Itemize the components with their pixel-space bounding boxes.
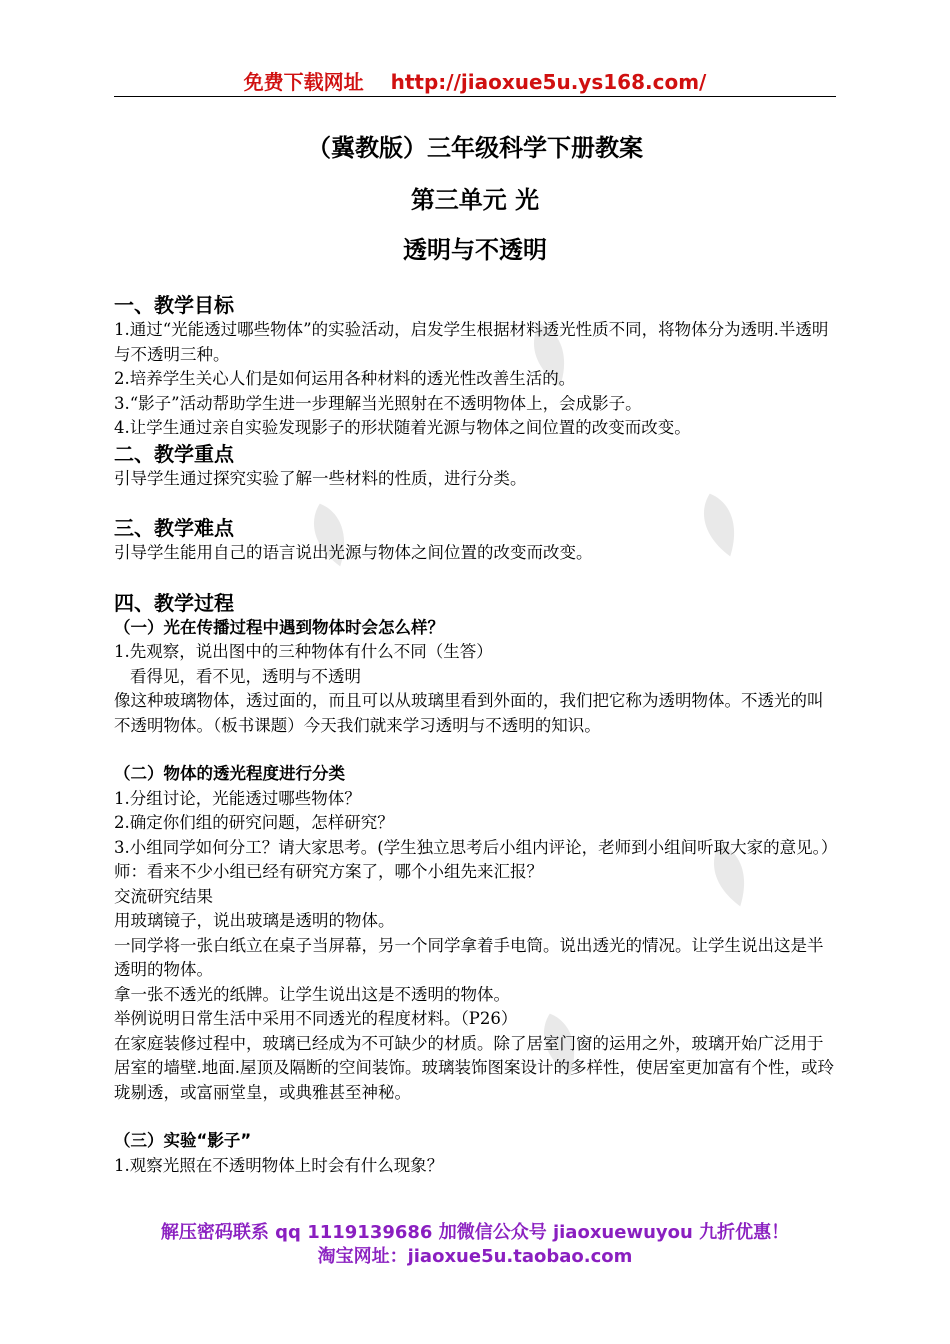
footer-taobao-link[interactable]: 淘宝网址：jiaoxue5u.taobao.com (317, 1246, 633, 1267)
paragraph: 像这种玻璃物体，透过面的，而且可以从玻璃里看到外面的，我们把它称为透明物体。不透光的叫不透明物体。（板书课题）今天我们就来学习透明与不透明的知识。 (114, 691, 824, 735)
paragraph: 1.观察光照在不透明物体上时会有什么现象？ (114, 1155, 444, 1175)
paragraph: 引导学生能用自己的语言说出光源与物体之间位置的改变而改变。 (114, 543, 593, 562)
page-header (114, 66, 836, 97)
lesson-title: 透明与不透明 (403, 236, 547, 264)
paragraph: 3.“影子”活动帮助学生进一步理解当光照射在不透明物体上，会成影子。 (114, 393, 642, 413)
paragraph: 4.让学生通过亲自实验发现影子的形状随着光源与物体之间位置的改变而改变。 (114, 418, 691, 437)
section-heading: 四、教学过程 (114, 590, 234, 615)
subsection-heading: （一）光在传播过程中遇到物体时会怎么样？ (114, 617, 444, 637)
header-free-download: 免费下载网址 (243, 70, 364, 94)
document-body (114, 292, 836, 1178)
paragraph: 1.通过“光能透过哪些物体”的实验活动，启发学生根据材料透光性质不同，将物体分为透明.半透明与不透明三种。 (114, 320, 829, 364)
header-url-link[interactable]: http://jiaoxue5u.ys168.com/ (390, 70, 707, 94)
paragraph: 引导学生通过探究实验了解一些材料的性质，进行分类。 (114, 468, 527, 488)
subsection-heading: （二）物体的透光程度进行分类 (114, 764, 345, 783)
paragraph: 3.小组同学如何分工？请大家思考。(学生独立思考后小组内评论，老师到小组间听取大家的意见。） (114, 837, 838, 857)
paragraph: 交流研究结果 (114, 886, 213, 906)
section-heading: 二、教学重点 (114, 441, 234, 466)
paragraph: 用玻璃镜子，说出玻璃是透明的物体。 (114, 911, 395, 930)
paragraph: 拿一张不透光的纸牌。让学生说出这是不透明的物体。 (114, 984, 510, 1004)
subsection-heading: （三）实验“影子” (114, 1131, 252, 1150)
paragraph: 一同学将一张白纸立在桌子当屏幕，另一个同学拿着手电筒。说出透光的情况。让学生说出这是半透明的物体。 (114, 935, 824, 979)
paragraph: 2.培养学生关心人们是如何运用各种材料的透光性改善生活的。 (114, 369, 576, 388)
section-heading: 三、教学难点 (114, 516, 234, 540)
footer-contact: 解压密码联系 qq 1119139686 加微信公众号 jiaoxuewuyou 九折优惠！ (160, 1222, 790, 1243)
paragraph: 1.分组讨论，光能透过哪些物体？ (114, 788, 361, 808)
paragraph: 在家庭装修过程中，玻璃已经成为不可缺少的材质。除了居室门窗的运用之外，玻璃开始广泛用于居室的墙壁.地面.屋顶及隔断的空间装饰。玻璃装饰图案设计的多样性，使居室更加富有个性，或玲珑剔透，或富丽堂皇，或典雅甚至神秘。 (114, 1033, 834, 1102)
paragraph: 1.先观察，说出图中的三种物体有什么不同（生答） (114, 642, 493, 661)
document-title: （冀教版）三年级科学下册教案 (307, 134, 643, 162)
paragraph: 2.确定你们组的研究问题，怎样研究？ (114, 813, 394, 832)
paragraph: 师：看来不少小组已经有研究方案了，哪个小组先来汇报？ (114, 862, 543, 881)
paragraph: 举例说明日常生活中采用不同透光的程度材料。（P26） (114, 1009, 518, 1028)
paragraph: 看得见，看不见，透明与不透明 (130, 666, 361, 686)
unit-title: 第三单元 光 (410, 186, 540, 214)
section-heading: 一、教学目标 (114, 293, 234, 317)
